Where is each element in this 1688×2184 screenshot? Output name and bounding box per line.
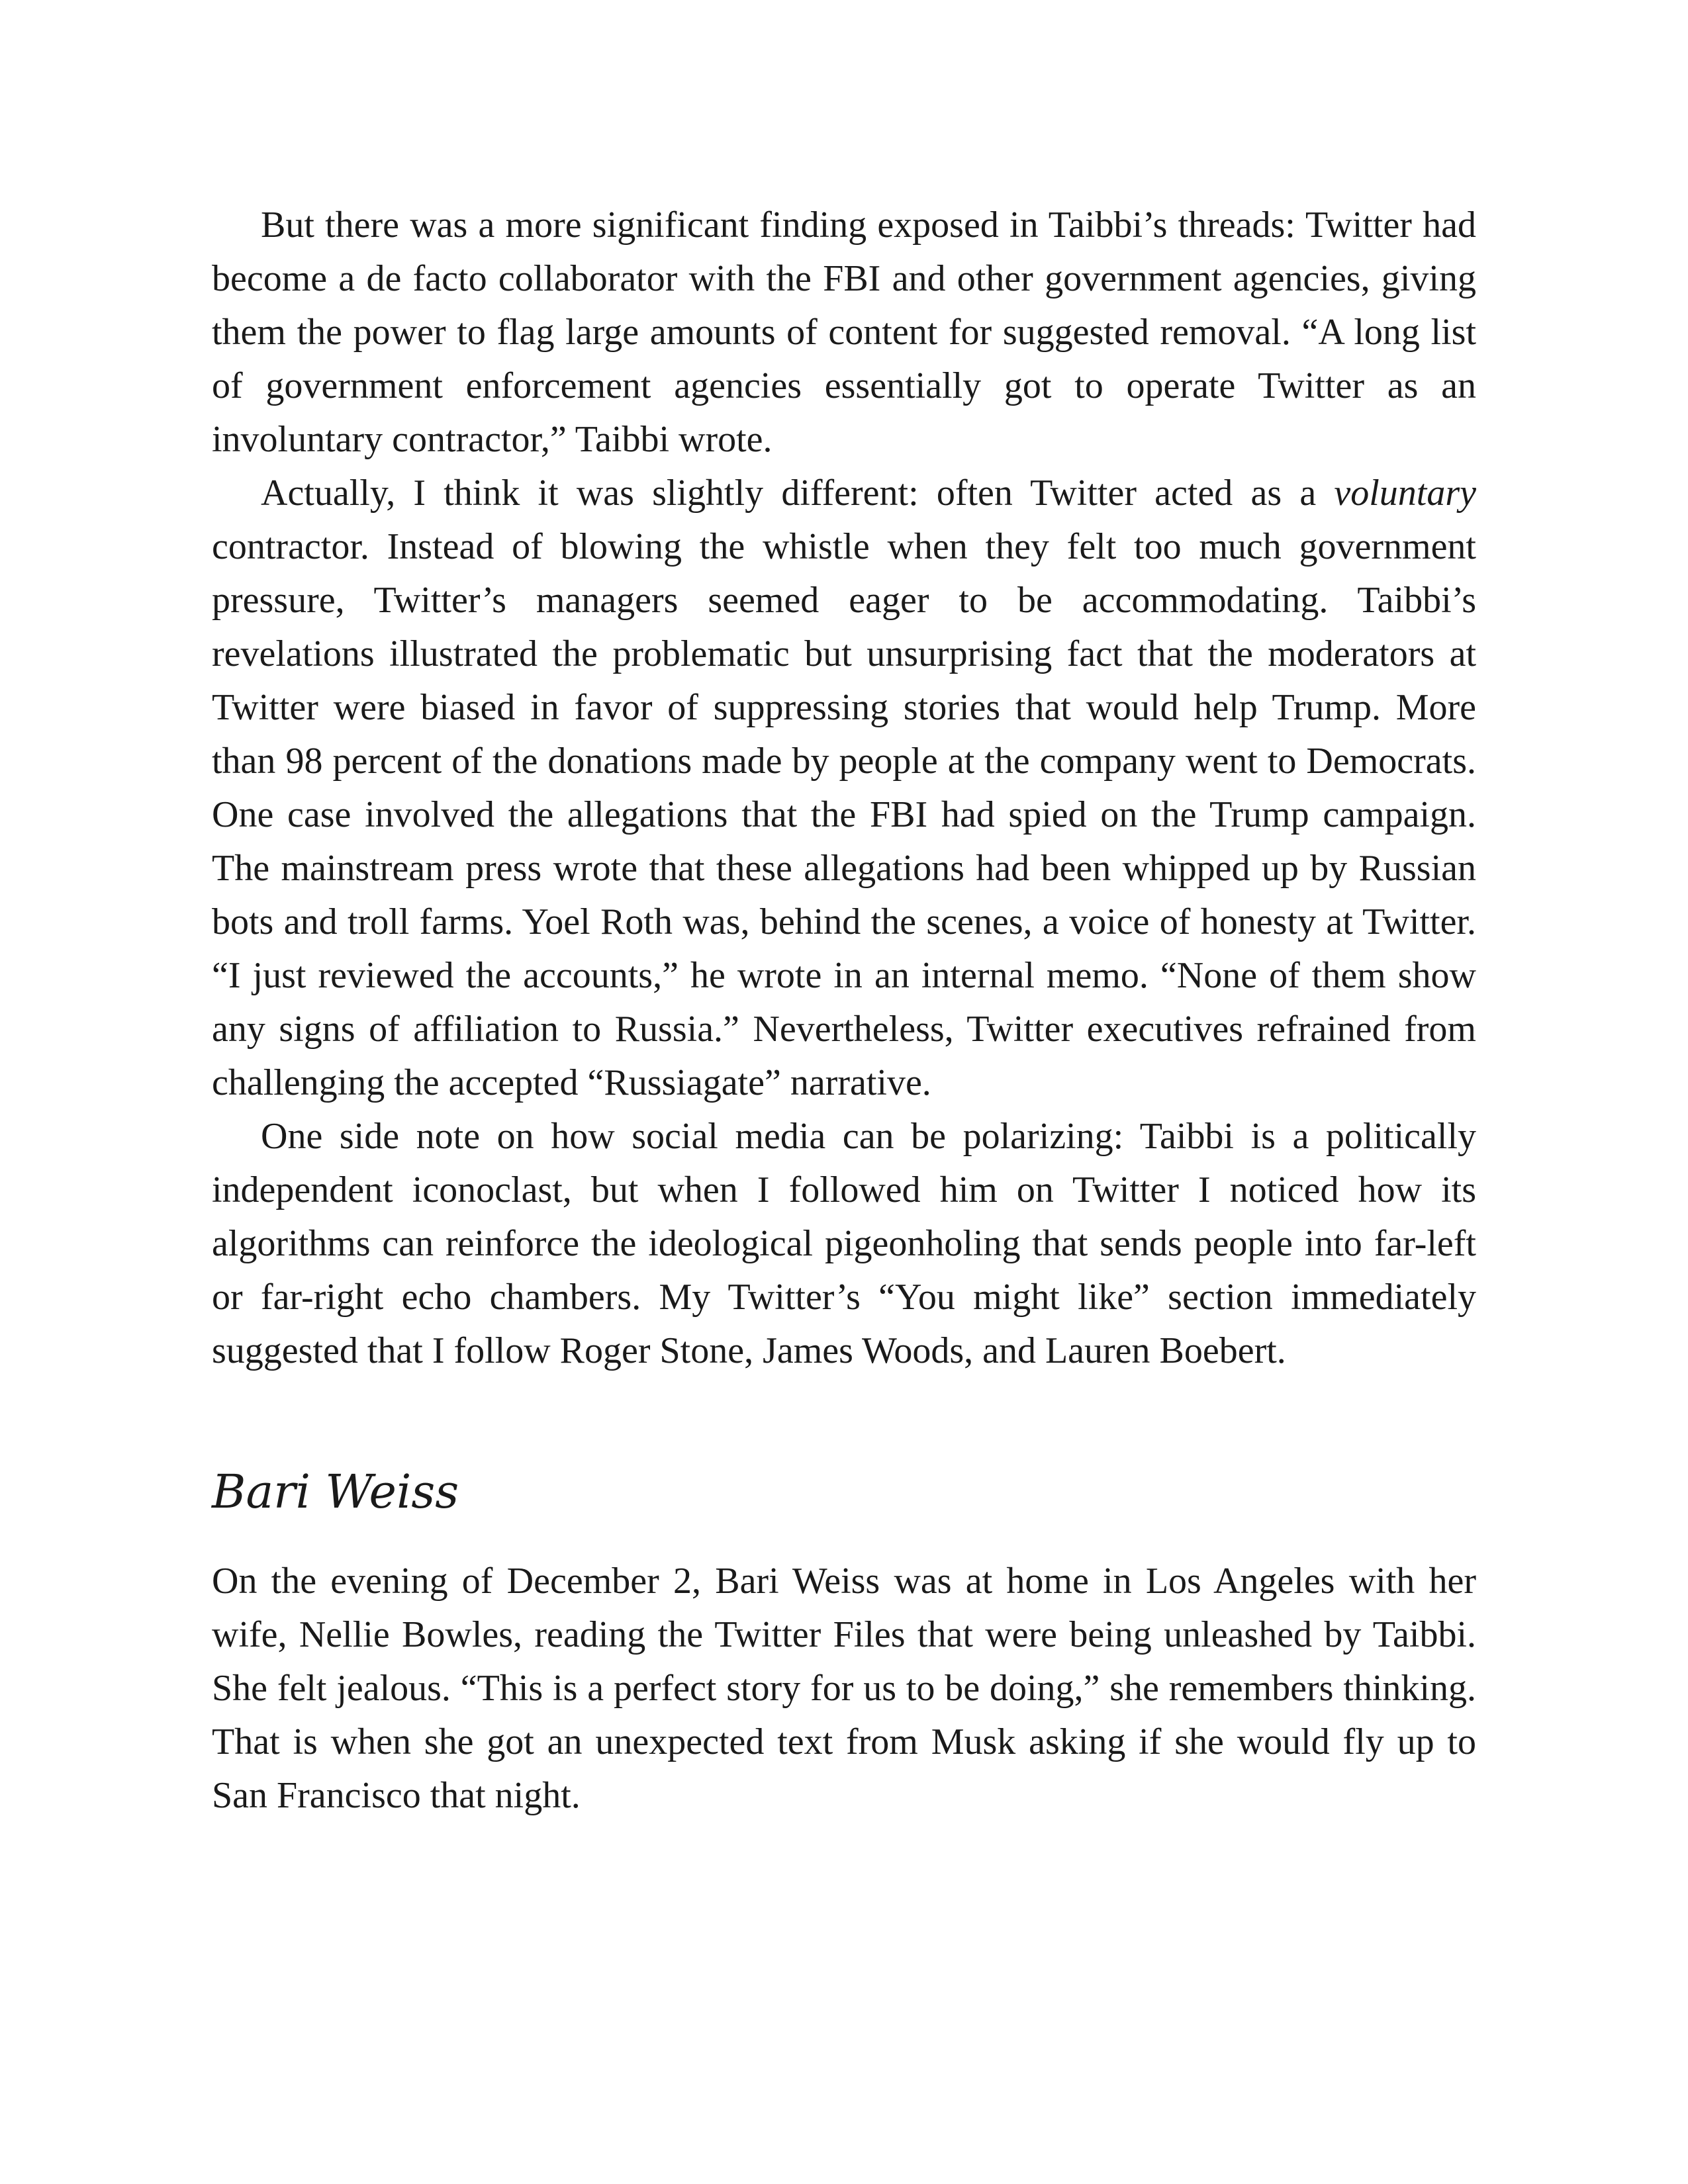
paragraph-bari-weiss: On the evening of December 2, Bari Weiss was at home in Los Angeles with her wife, Nellie Bowles, reading the Twitter Files that were being unleashed by Taibbi. She felt jealous. “This is a perfect story for us to be doing,” she remembers thinking. That is when she got an unexpected text from Musk asking if she would fly up to San Francisco that night. xyxy=(212,1561,1476,1816)
paragraph-text-end: contractor. Instead of blowing the whistle when they felt too much government pressure, Twitter’s managers seemed eager to be accommodating. Taibbi’s revelations illustrated the problematic but unsurprising fact that the moderators at Twitter were biased in favor of suppressing stories that would help Trump. More than 98 percent of the donations made by people at the company went to Democrats. One case involved the allegations that the FBI had spied on the Trump campaign. The mainstream press wrote that these allegations had been whipped up by Russian bots and troll farms. Yoel Roth was, behind the scenes, a voice of honesty at Twitter. “I just reviewed the accounts,” he wrote in an internal memo. “None of them show any signs of affiliation to Russia.” Nevertheless, Twitter executives refrained from challenging the accepted “Russiagate” narrative. xyxy=(212,526,1476,1103)
paragraph-taibbi-finding: But there was a more significant finding exposed in Taibbi’s threads: Twitter had become a de facto collaborator with the FBI and other government agencies, giving them the power to flag large amounts of content for suggested removal. “A long list of government enforcement agencies essentially got to operate Twitter as an involuntary contractor,” Taibbi wrote. xyxy=(212,205,1476,460)
page-body xyxy=(212,199,1476,1823)
paragraph-voluntary-contractor xyxy=(212,467,1476,1110)
emphasis-voluntary: voluntary xyxy=(1334,473,1476,514)
paragraph-polarizing-note: One side note on how social media can be polarizing: Taibbi is a politically independent iconoclast, but when I followed him on Twitter I noticed how its algorithms can reinforce the ideological pigeonholing that sends people into far-left or far-right echo chambers. My Twitter’s “You might like” section immediately suggested that I follow Roger Stone, James Woods, and Lauren Boebert. xyxy=(212,1116,1476,1371)
paragraph-text-start: Actually, I think it was slightly different: often Twitter acted as a xyxy=(261,473,1335,514)
section-heading: Bari Weiss xyxy=(212,1465,459,1519)
